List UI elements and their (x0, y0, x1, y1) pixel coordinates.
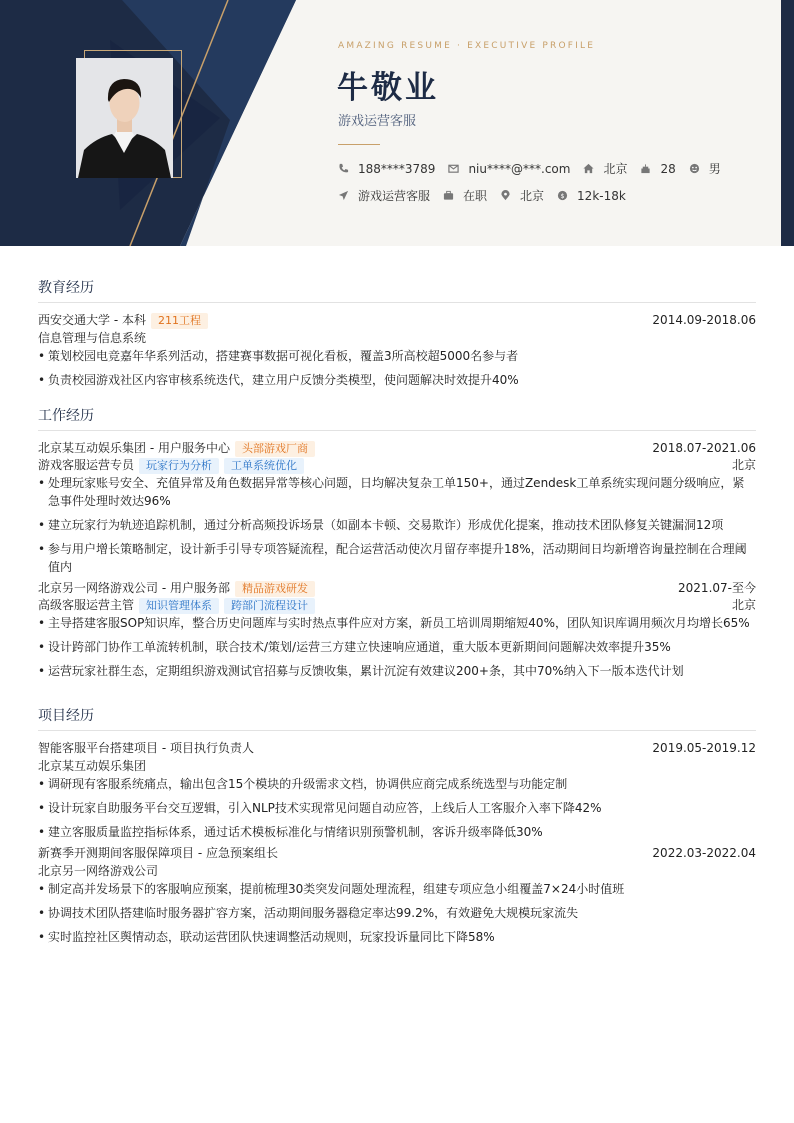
work-section (38, 405, 756, 680)
project-org: 北京另一网络游戏公司 (38, 864, 159, 878)
project-entry (38, 845, 756, 946)
list-item: • 调研现有客服系统痛点，输出包含15个模块的升级需求文档，协调供应商完成系统选型与功能定制 (38, 775, 756, 793)
divider (338, 144, 380, 145)
education-bullets (38, 347, 756, 389)
school-name: 西安交通大学 - 本科 (38, 313, 146, 327)
list-item: • 设计玩家自助服务平台交互逻辑，引入NLP技术实现常见问题自动应答，上线后人工客服介入率下降42% (38, 799, 756, 817)
job-date: 2021.07-至今 (678, 581, 756, 595)
project-name: 智能客服平台搭建项目 - 项目执行负责人 (38, 741, 254, 755)
section-title: 教育经历 (38, 277, 756, 303)
contact-phone: 188****3789 (338, 162, 435, 176)
phone-icon (338, 163, 349, 174)
gender-icon (689, 163, 700, 174)
job-bullets (38, 614, 756, 680)
project-entry (38, 740, 756, 841)
list-item: • 建立玩家行为轨迹追踪机制，通过分析高频投诉场景（如副本卡顿、交易欺诈）形成优化提案，推动技术团队修复关键漏洞12项 (38, 516, 756, 534)
cake-icon (640, 163, 651, 174)
skill-tag: 玩家行为分析 (139, 458, 219, 474)
education-entry (38, 312, 756, 389)
job-city: 北京 (731, 458, 756, 472)
project-bullets (38, 775, 756, 841)
company-tag: 精品游戏研发 (235, 581, 315, 597)
job-city: 北京 (731, 598, 756, 612)
school-tag: 211工程 (151, 313, 208, 329)
svg-text:$: $ (560, 191, 565, 200)
tagline: AMAZING RESUME · EXECUTIVE PROFILE (338, 41, 596, 51)
job-bullets (38, 474, 756, 576)
list-item: • 实时监控社区舆情动态，联动运营团队快速调整活动规则，玩家投诉量同比下降58% (38, 928, 756, 946)
briefcase-icon (443, 190, 454, 201)
list-item: • 制定高并发场景下的客服响应预案，提前梳理30类突发问题处理流程，组建专项应急小组覆盖7×24小时值班 (38, 880, 756, 898)
contact-city: 北京 (583, 160, 627, 177)
intent-salary: $ 12k-18k (557, 189, 626, 203)
profile-photo (76, 58, 173, 178)
job-entry (38, 580, 756, 680)
money-icon (557, 190, 568, 201)
list-item: • 建立客服质量监控指标体系，通过话术模板标准化与情绪识别预警机制，客诉升级率降低30% (38, 823, 756, 841)
job-date: 2018.07-2021.06 (652, 441, 756, 455)
send-icon (338, 190, 349, 201)
company-name: 北京某互动娱乐集团 - 用户服务中心 (38, 441, 230, 455)
project-name: 新赛季开测期间客服保障项目 - 应急预案组长 (38, 846, 278, 860)
intent-position: 游戏运营客服 (338, 187, 430, 204)
resume-header (0, 0, 794, 246)
intent-status: 在职 (443, 187, 487, 204)
job-intent-row (338, 187, 639, 204)
education-section (38, 277, 756, 389)
list-item: • 主导搭建客服SOP知识库，整合历史问题库与实时热点事件应对方案，新员工培训周期缩短40%，团队知识库调用频次月均增长65% (38, 614, 756, 632)
candidate-name: 牛敬业 (337, 70, 439, 106)
project-bullets (38, 880, 756, 946)
project-date: 2019.05-2019.12 (652, 741, 756, 755)
skill-tag: 知识管理体系 (139, 598, 219, 614)
project-date: 2022.03-2022.04 (652, 846, 756, 860)
contact-age: 28 (640, 162, 675, 176)
project-org: 北京某互动娱乐集团 (38, 759, 147, 773)
company-name: 北京另一网络游戏公司 - 用户服务部 (38, 581, 230, 595)
major: 信息管理与信息系统 (38, 331, 147, 345)
job-position: 高级客服运营主管 (38, 598, 135, 612)
company-tag: 头部游戏厂商 (235, 441, 315, 457)
location-icon (500, 190, 511, 201)
mail-icon (448, 163, 459, 174)
list-item: • 参与用户增长策略制定，设计新手引导专项答疑流程，配合运营活动使次月留存率提升18%，活动期间日均新增咨询量控制在合理阈值内 (38, 540, 756, 576)
contact-email: niu****@***.com (448, 162, 570, 176)
contact-row (338, 160, 734, 177)
list-item: • 策划校园电竞嘉年华系列活动，搭建赛事数据可视化看板，覆盖3所高校超5000名参与者 (38, 347, 756, 365)
job-entry (38, 440, 756, 576)
list-item: • 设计跨部门协作工单流转机制，联合技术/策划/运营三方建立快速响应通道，重大版本更新期间问题解决效率提升35% (38, 638, 756, 656)
education-date: 2014.09-2018.06 (652, 313, 756, 327)
projects-section (38, 705, 756, 946)
home-icon (583, 163, 594, 174)
list-item: • 运营玩家社群生态，定期组织游戏测试官招募与反馈收集，累计沉淀有效建议200+条，其中70%纳入下一版本迭代计划 (38, 662, 756, 680)
skill-tag: 跨部门流程设计 (224, 598, 315, 614)
section-title: 项目经历 (38, 705, 756, 731)
job-position: 游戏客服运营专员 (38, 458, 135, 472)
list-item: • 协调技术团队搭建临时服务器扩容方案，活动期间服务器稳定率达99.2%，有效避免大规模玩家流失 (38, 904, 756, 922)
contact-gender: 男 (689, 160, 721, 177)
target-role: 游戏运营客服 (338, 114, 417, 129)
skill-tag: 工单系统优化 (224, 458, 304, 474)
list-item: • 处理玩家账号安全、充值异常及角色数据异常等核心问题，日均解决复杂工单150+，通过Zendesk工单系统实现问题分级响应，紧急事件处理时效达96% (38, 474, 756, 510)
section-title: 工作经历 (38, 405, 756, 431)
list-item: • 负责校园游戏社区内容审核系统迭代，建立用户反馈分类模型，使问题解决时效提升40% (38, 371, 756, 389)
intent-city: 北京 (500, 187, 544, 204)
